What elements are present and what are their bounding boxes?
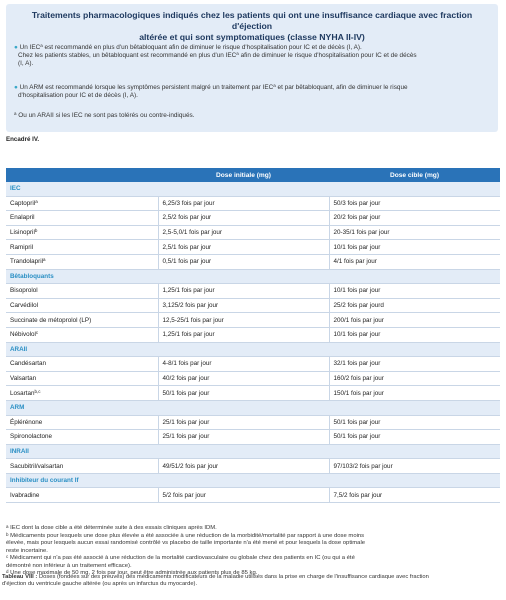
initial-dose-cell: 25/1 fois par jour [158, 430, 329, 445]
bullet-text: d'hospitalisation pour IC et de décès (I, A). [18, 92, 138, 99]
dose-table [6, 168, 500, 503]
initial-dose-cell: 5/2 fois par jour [158, 488, 329, 503]
footnote-text: Médicament qui n'a pas été associé à une réduction de la mortalité cardiovasculaire ou globale chez des patients en IC (ou qui a été [8, 555, 355, 561]
drug-name: Nébivolol [10, 331, 36, 339]
table-row [6, 298, 500, 313]
category-row [6, 182, 500, 196]
drug-name-cell [6, 357, 158, 372]
initial-dose-cell: 1,25/1 fois par jour [158, 327, 329, 342]
footnote-text: démontré non inférieur à un traitement efficace). [6, 562, 132, 569]
bullet-text: afin de diminuer le risque d'hospitalisation pour IC et de décès [238, 52, 417, 59]
table-row [6, 284, 500, 299]
drug-name: Valsartan [10, 375, 37, 383]
footnote-text: Médicaments pour lesquels une dose plus élevée a été associée à une réduction de la morbidité/mortalité par rapport à une dose moins [8, 532, 365, 539]
target-dose-cell: 32/1 fois par jour [329, 357, 500, 372]
initial-dose-cell: 6,25/3 fois par jour [158, 196, 329, 211]
target-dose-cell: 10/1 fois par jour [329, 240, 500, 255]
initial-dose-cell: 12,5-25/1 fois par jour [158, 313, 329, 328]
initial-dose-cell: 2,5/1 fois par jour [158, 240, 329, 255]
drug-name-cell [6, 430, 158, 445]
table-row [6, 254, 500, 269]
target-dose-cell: 200/1 fois par jour [329, 313, 500, 328]
initial-dose-cell: 1,25/1 fois par jour [158, 284, 329, 299]
bullet-dot-icon: ● [14, 84, 18, 91]
footnote-marker: b [6, 531, 9, 537]
table-row [6, 196, 500, 211]
initial-dose-cell: 50/1 fois par jour [158, 386, 329, 401]
category-row [6, 400, 500, 415]
target-dose-cell: 4/1 fois par jour [329, 254, 500, 269]
drug-name-cell [6, 459, 158, 474]
target-dose-cell: 50/3 fois par jour [329, 196, 500, 211]
bullet-text: Un ARM est recommandé lorsque les symptômes persistent malgré un traitement par IEC [19, 84, 274, 91]
bullet-dot-icon: ● [14, 44, 18, 51]
category-label: INRAII [6, 444, 500, 459]
table-row [6, 225, 500, 240]
box-title [12, 10, 492, 43]
drug-name: Carvédilol [10, 302, 38, 310]
drug-name: Candésartan [10, 360, 47, 368]
footnote-ref: a [40, 43, 43, 48]
category-label: ARM [6, 400, 500, 415]
drug-name-cell [6, 196, 158, 211]
target-dose-cell: 10/1 fois par jour [329, 327, 500, 342]
footnote-ref: a [236, 51, 239, 56]
drug-name: Ivabradine [10, 491, 40, 499]
drug-name-cell [6, 327, 158, 342]
target-dose-cell: 50/1 fois par jour [329, 415, 500, 430]
footnote-ref: a [43, 257, 46, 263]
bullet-text: et par bêtabloquant, afin de diminuer le risque [275, 84, 408, 91]
category-label: IEC [6, 182, 500, 196]
drug-name-cell [6, 240, 158, 255]
target-dose-cell: 50/1 fois par jour [329, 430, 500, 445]
category-row [6, 473, 500, 488]
initial-dose-cell: 0,5/1 fois par jour [158, 254, 329, 269]
target-dose-cell: 10/1 fois par jour [329, 284, 500, 299]
initial-dose-cell: 40/2 fois par jour [158, 371, 329, 386]
table-row [6, 313, 500, 328]
table-header-row [6, 168, 500, 182]
footnote-text: élevée, mais pour lesquels aucun essai randomisé contrôlé vs placebo de taille importante n'a été mené et pour lesquels la dose optimale [6, 540, 366, 546]
footnote-marker: c [6, 554, 9, 559]
footnote-ref: a [35, 198, 38, 204]
bullet-text: Chez les patients stables, un bêtabloquant est recommandé en plus d'un IEC [18, 52, 237, 59]
category-row [6, 269, 500, 284]
drug-name: Enalapril [10, 214, 35, 222]
drug-name: Éplérénone [10, 418, 43, 426]
box-note [14, 112, 492, 120]
drug-name: Captopril [10, 199, 36, 207]
table-caption [2, 574, 502, 589]
drug-name: Losartan [10, 389, 35, 397]
footnote-ref: b,c [34, 388, 41, 394]
footnote-ref: b [34, 228, 38, 234]
table-row [6, 327, 500, 342]
target-dose-cell: 25/2 fois par jourd [329, 298, 500, 313]
recommendation-box [6, 4, 498, 132]
drug-name-cell [6, 284, 158, 299]
footnote-ref: a [273, 83, 276, 88]
table-row [6, 459, 500, 474]
drug-name: Sacubitril/valsartan [10, 462, 64, 470]
drug-name-cell [6, 254, 158, 269]
target-dose-cell: 97/103/2 fois par jour [329, 459, 500, 474]
box-title-line-2: altérée et qui sont symptomatiques (classe NYHA II-IV) [139, 32, 365, 42]
caption-text: Doses (fondées sur des preuves) des médicaments modificateurs de la maladie utilisés dans la prise en charge de l'insuffisance cardiaque avec fraction [37, 574, 429, 580]
drug-name-cell [6, 225, 158, 240]
bullet-text: Un IEC [19, 44, 41, 51]
drug-name-cell [6, 298, 158, 313]
drug-name-cell [6, 371, 158, 386]
table-row [6, 430, 500, 445]
header-drug [6, 168, 158, 182]
caption-text: d'éjection du ventricule gauche altérée (ou après un infarctus du myocarde). [2, 581, 198, 588]
drug-name-cell [6, 488, 158, 503]
footnote-marker: a [6, 524, 9, 529]
initial-dose-cell: 4-8/1 fois par jour [158, 357, 329, 372]
box-title-line-1: Traitements pharmacologiques indiqués chez les patients qui ont une insuffisance cardiaque avec fraction d'éjection [31, 10, 473, 31]
category-label: Bêtabloquants [6, 269, 500, 284]
initial-dose-cell: 2,5/2 fois par jour [158, 211, 329, 226]
drug-name: Spironolactone [10, 433, 53, 441]
table-body [6, 182, 500, 503]
bullet-text: (I, A). [18, 60, 34, 67]
drug-name-cell [6, 415, 158, 430]
table-row [6, 211, 500, 226]
category-label: Inhibiteur du courant If [6, 473, 500, 488]
drug-name-cell [6, 211, 158, 226]
category-row [6, 342, 500, 357]
initial-dose-cell: 2,5-5,0/1 fois par jour [158, 225, 329, 240]
bullet-iec [14, 44, 492, 68]
drug-name: Bisoprolol [10, 287, 38, 295]
drug-name-cell [6, 386, 158, 401]
table-row [6, 386, 500, 401]
target-dose-cell: 7,5/2 fois par jour [329, 488, 500, 503]
table-row [6, 371, 500, 386]
drug-name: Lisinopril [10, 229, 35, 237]
initial-dose-cell: 49/51/2 fois par jour [158, 459, 329, 474]
footnote-text: IEC dont la dose cible a été déterminée suite à des essais cliniques après IDM. [8, 525, 217, 531]
encadre-label: Encadré IV. [6, 136, 40, 143]
target-dose-cell: 160/2 fois par jour [329, 371, 500, 386]
category-row [6, 444, 500, 459]
bullet-text: est recommandé en plus d'un bêtabloquant afin de diminuer le risque d'hospitalisation pour IC et de décès (I, A). [42, 44, 362, 51]
table-row [6, 240, 500, 255]
target-dose-cell: 20/2 fois par jour [329, 211, 500, 226]
drug-name-cell [6, 313, 158, 328]
drug-name: Ramipril [10, 243, 34, 251]
drug-name: Succinate de métoprolol (LP) [10, 316, 92, 324]
drug-name: Trandolapril [10, 258, 44, 266]
table-row [6, 488, 500, 503]
footnote-text: Une dose maximale de 50 mg, 2 fois par jour, peut être administrée aux patients plus de 85 kg. [8, 570, 258, 576]
category-label: ARAII [6, 342, 500, 357]
caption-label: Tableau VIII : [2, 574, 38, 580]
footnote-ref: a [14, 111, 17, 116]
header-target-dose: Dose cible (mg) [329, 168, 500, 182]
footnote-ref: c [35, 330, 39, 336]
initial-dose-cell: 3,125/2 fois par jour [158, 298, 329, 313]
header-initial-dose: Dose initiale (mg) [158, 168, 329, 182]
note-text: Ou un ARAII si les IEC ne sont pas tolérés ou contre-indiqués. [16, 112, 195, 119]
footnote-text: reste incertaine. [6, 547, 48, 554]
target-dose-cell: 150/1 fois par jour [329, 386, 500, 401]
target-dose-cell: 20-35/1 fois par jour [329, 225, 500, 240]
table-row [6, 415, 500, 430]
bullet-arm [14, 84, 492, 100]
footnote-marker: d [6, 569, 9, 574]
table-row [6, 357, 500, 372]
initial-dose-cell: 25/1 fois par jour [158, 415, 329, 430]
footnotes [6, 525, 496, 578]
